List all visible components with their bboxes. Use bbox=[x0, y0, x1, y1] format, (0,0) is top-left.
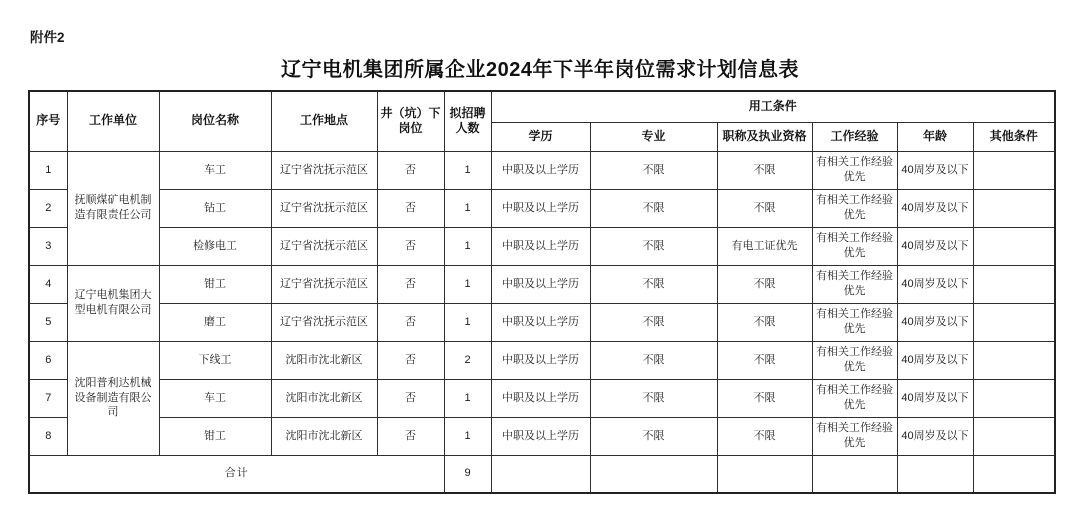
cell-count: 1 bbox=[444, 265, 491, 303]
cell-seq: 5 bbox=[29, 303, 67, 341]
cell-education: 中职及以上学历 bbox=[491, 303, 590, 341]
header-location: 工作地点 bbox=[271, 91, 377, 151]
cell-education: 中职及以上学历 bbox=[491, 417, 590, 455]
cell-age: 40周岁及以下 bbox=[897, 341, 973, 379]
cell-qualification: 有电工证优先 bbox=[717, 227, 812, 265]
table-row bbox=[29, 417, 1055, 455]
cell-location: 沈阳市沈北新区 bbox=[271, 341, 377, 379]
cell-experience: 有相关工作经验优先 bbox=[812, 265, 897, 303]
cell-seq: 1 bbox=[29, 151, 67, 189]
cell-education: 中职及以上学历 bbox=[491, 341, 590, 379]
cell-major: 不限 bbox=[590, 341, 717, 379]
cell-location: 沈阳市沈北新区 bbox=[271, 417, 377, 455]
table-row bbox=[29, 379, 1055, 417]
cell-count: 2 bbox=[444, 341, 491, 379]
header-other: 其他条件 bbox=[973, 122, 1055, 151]
cell-location: 沈阳市沈北新区 bbox=[271, 379, 377, 417]
cell-qualification: 不限 bbox=[717, 189, 812, 227]
cell-experience: 有相关工作经验优先 bbox=[812, 379, 897, 417]
cell-location: 辽宁省沈抚示范区 bbox=[271, 189, 377, 227]
header-education: 学历 bbox=[491, 122, 590, 151]
cell-experience: 有相关工作经验优先 bbox=[812, 303, 897, 341]
cell-underground: 否 bbox=[377, 303, 444, 341]
cell-age: 40周岁及以下 bbox=[897, 303, 973, 341]
cell-experience: 有相关工作经验优先 bbox=[812, 189, 897, 227]
cell-seq: 2 bbox=[29, 189, 67, 227]
cell-position: 车工 bbox=[159, 379, 271, 417]
cell-location: 辽宁省沈抚示范区 bbox=[271, 265, 377, 303]
cell-experience: 有相关工作经验优先 bbox=[812, 417, 897, 455]
cell-other bbox=[973, 265, 1055, 303]
cell-count: 1 bbox=[444, 379, 491, 417]
page-title: 辽宁电机集团所属企业2024年下半年岗位需求计划信息表 bbox=[281, 59, 799, 81]
cell-age: 40周岁及以下 bbox=[897, 189, 973, 227]
table-row bbox=[29, 341, 1055, 379]
header-major: 专业 bbox=[590, 122, 717, 151]
cell-qualification: 不限 bbox=[717, 303, 812, 341]
cell-underground: 否 bbox=[377, 151, 444, 189]
total-empty-cell bbox=[590, 455, 717, 493]
header-row-1 bbox=[29, 91, 1055, 122]
cell-count: 1 bbox=[444, 417, 491, 455]
header-conditions-group: 用工条件 bbox=[491, 91, 1055, 122]
total-row bbox=[29, 455, 1055, 493]
cell-education: 中职及以上学历 bbox=[491, 189, 590, 227]
attachment-label: 附件2 bbox=[30, 30, 65, 45]
total-label: 合计 bbox=[29, 455, 444, 493]
table-row bbox=[29, 151, 1055, 189]
cell-underground: 否 bbox=[377, 417, 444, 455]
cell-other bbox=[973, 189, 1055, 227]
cell-location: 辽宁省沈抚示范区 bbox=[271, 303, 377, 341]
table-row bbox=[29, 303, 1055, 341]
total-empty-cell bbox=[973, 455, 1055, 493]
total-count: 9 bbox=[444, 455, 491, 493]
cell-position: 车工 bbox=[159, 151, 271, 189]
header-planned-count: 拟招聘人数 bbox=[444, 91, 491, 151]
cell-other bbox=[973, 227, 1055, 265]
cell-qualification: 不限 bbox=[717, 265, 812, 303]
cell-seq: 3 bbox=[29, 227, 67, 265]
cell-education: 中职及以上学历 bbox=[491, 151, 590, 189]
header-qualification: 职称及执业资格 bbox=[717, 122, 812, 151]
cell-education: 中职及以上学历 bbox=[491, 265, 590, 303]
cell-position: 钻工 bbox=[159, 189, 271, 227]
total-empty-cell bbox=[491, 455, 590, 493]
table-row bbox=[29, 189, 1055, 227]
cell-location: 辽宁省沈抚示范区 bbox=[271, 151, 377, 189]
cell-position: 下线工 bbox=[159, 341, 271, 379]
cell-major: 不限 bbox=[590, 151, 717, 189]
cell-qualification: 不限 bbox=[717, 379, 812, 417]
header-position: 岗位名称 bbox=[159, 91, 271, 151]
cell-experience: 有相关工作经验优先 bbox=[812, 227, 897, 265]
cell-major: 不限 bbox=[590, 303, 717, 341]
cell-position: 钳工 bbox=[159, 265, 271, 303]
cell-major: 不限 bbox=[590, 379, 717, 417]
cell-count: 1 bbox=[444, 151, 491, 189]
cell-company: 辽宁电机集团大型电机有限公司 bbox=[67, 265, 159, 341]
cell-count: 1 bbox=[444, 189, 491, 227]
job-requirements-table bbox=[28, 90, 1056, 494]
cell-seq: 4 bbox=[29, 265, 67, 303]
cell-major: 不限 bbox=[590, 227, 717, 265]
header-seq: 序号 bbox=[29, 91, 67, 151]
cell-seq: 7 bbox=[29, 379, 67, 417]
cell-major: 不限 bbox=[590, 189, 717, 227]
cell-company: 沈阳普利达机械设备制造有限公司 bbox=[67, 341, 159, 455]
cell-count: 1 bbox=[444, 303, 491, 341]
cell-position: 磨工 bbox=[159, 303, 271, 341]
cell-underground: 否 bbox=[377, 341, 444, 379]
cell-other bbox=[973, 303, 1055, 341]
cell-age: 40周岁及以下 bbox=[897, 227, 973, 265]
cell-underground: 否 bbox=[377, 227, 444, 265]
table-row bbox=[29, 227, 1055, 265]
cell-age: 40周岁及以下 bbox=[897, 417, 973, 455]
table-row bbox=[29, 265, 1055, 303]
cell-underground: 否 bbox=[377, 189, 444, 227]
header-underground: 井（坑）下岗位 bbox=[377, 91, 444, 151]
cell-age: 40周岁及以下 bbox=[897, 151, 973, 189]
cell-seq: 8 bbox=[29, 417, 67, 455]
cell-underground: 否 bbox=[377, 379, 444, 417]
cell-education: 中职及以上学历 bbox=[491, 227, 590, 265]
cell-count: 1 bbox=[444, 227, 491, 265]
total-empty-cell bbox=[897, 455, 973, 493]
cell-education: 中职及以上学历 bbox=[491, 379, 590, 417]
cell-other bbox=[973, 151, 1055, 189]
cell-major: 不限 bbox=[590, 265, 717, 303]
cell-experience: 有相关工作经验优先 bbox=[812, 341, 897, 379]
total-empty-cell bbox=[717, 455, 812, 493]
header-age: 年龄 bbox=[897, 122, 973, 151]
cell-other bbox=[973, 379, 1055, 417]
cell-age: 40周岁及以下 bbox=[897, 379, 973, 417]
cell-other bbox=[973, 417, 1055, 455]
cell-underground: 否 bbox=[377, 265, 444, 303]
cell-experience: 有相关工作经验优先 bbox=[812, 151, 897, 189]
cell-company: 抚顺煤矿电机制造有限责任公司 bbox=[67, 151, 159, 265]
cell-position: 检修电工 bbox=[159, 227, 271, 265]
cell-major: 不限 bbox=[590, 417, 717, 455]
cell-qualification: 不限 bbox=[717, 341, 812, 379]
header-experience: 工作经验 bbox=[812, 122, 897, 151]
cell-age: 40周岁及以下 bbox=[897, 265, 973, 303]
cell-qualification: 不限 bbox=[717, 151, 812, 189]
cell-position: 钳工 bbox=[159, 417, 271, 455]
total-empty-cell bbox=[812, 455, 897, 493]
cell-seq: 6 bbox=[29, 341, 67, 379]
cell-location: 辽宁省沈抚示范区 bbox=[271, 227, 377, 265]
header-company: 工作单位 bbox=[67, 91, 159, 151]
cell-qualification: 不限 bbox=[717, 417, 812, 455]
cell-other bbox=[973, 341, 1055, 379]
